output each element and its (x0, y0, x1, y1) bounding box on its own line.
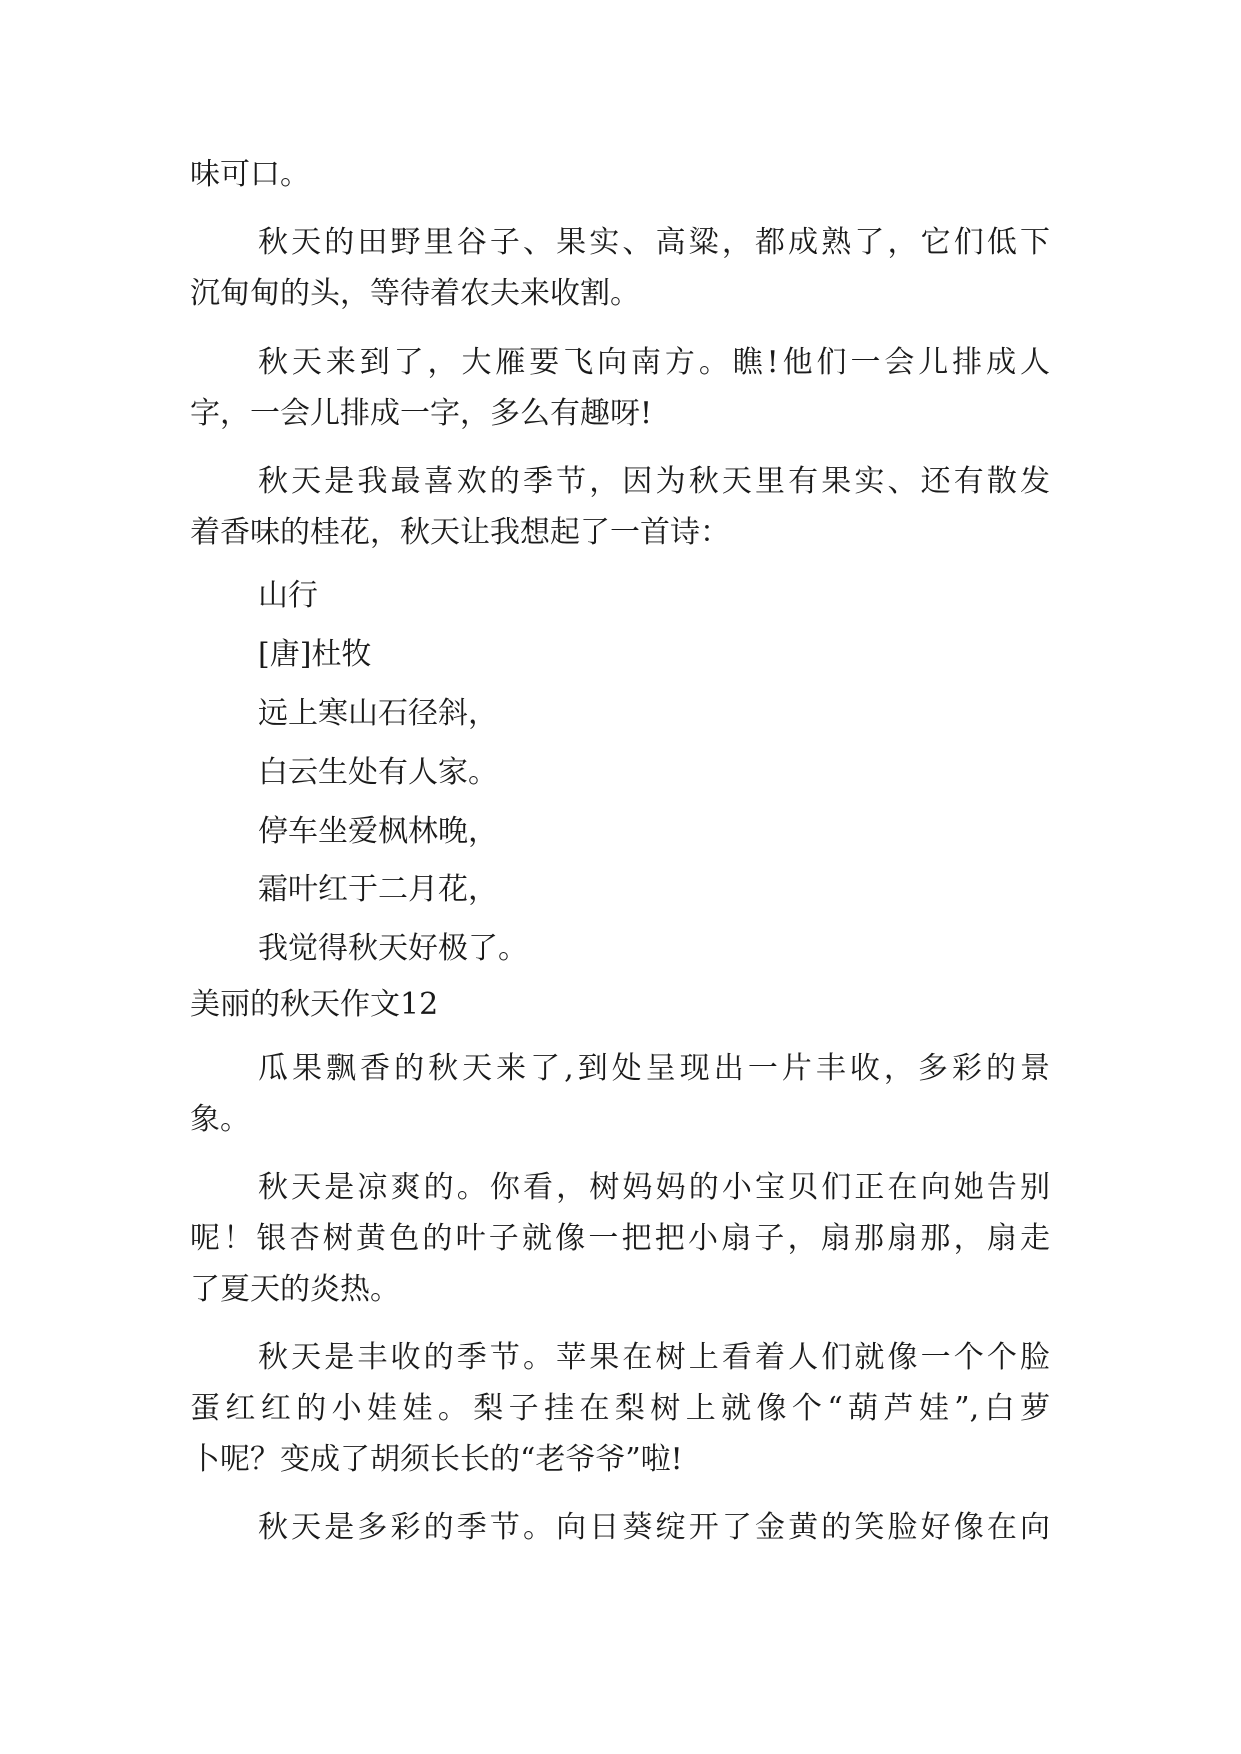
poem-line-2: 白云生处有人家。 (258, 755, 498, 790)
poem-title: 山行 (258, 578, 318, 613)
text-line-24: 秋天是多彩的季节。向日葵绽开了金黄的笑脸好像在向 (258, 1510, 1050, 1545)
text-line-2: 秋天的田野里谷子、果实、高粱，都成熟了，它们低下 (258, 225, 1050, 260)
text-line-20: 了夏天的炎热。 (190, 1272, 400, 1307)
section-heading: 美丽的秋天作文12 (190, 987, 439, 1022)
text-line-4: 秋天来到了，大雁要飞向南方。瞧!他们一会儿排成人 (258, 345, 1050, 380)
poem-line-1: 远上寒山石径斜， (258, 696, 498, 731)
text-line-5: 字，一会儿排成一字，多么有趣呀! (190, 396, 653, 431)
text-line-21: 秋天是丰收的季节。苹果在树上看着人们就像一个个脸 (258, 1340, 1050, 1375)
text-line-18: 秋天是凉爽的。你看，树妈妈的小宝贝们正在向她告别 (258, 1170, 1050, 1205)
text-line-17: 象。 (190, 1102, 250, 1137)
poem-line-3: 停车坐爱枫林晚， (258, 814, 498, 849)
poem-author: [唐]杜牧 (258, 637, 372, 672)
text-line-7: 着香味的桂花，秋天让我想起了一首诗： (190, 515, 730, 550)
text-line-22: 蛋红红的小娃娃。梨子挂在梨树上就像个“葫芦娃”,白萝 (190, 1391, 1050, 1426)
text-line-14: 我觉得秋天好极了。 (258, 931, 528, 966)
poem-line-4: 霜叶红于二月花， (258, 872, 498, 907)
text-line-16: 瓜果飘香的秋天来了,到处呈现出一片丰收，多彩的景 (258, 1051, 1050, 1086)
text-line-19: 呢！银杏树黄色的叶子就像一把把小扇子，扇那扇那，扇走 (190, 1221, 1050, 1256)
text-line-3: 沉甸甸的头，等待着农夫来收割。 (190, 276, 640, 311)
text-line-23: 卜呢？变成了胡须长长的“老爷爷”啦! (190, 1442, 683, 1477)
text-line-1: 味可口。 (190, 157, 310, 192)
text-line-6: 秋天是我最喜欢的季节，因为秋天里有果实、还有散发 (258, 464, 1050, 499)
